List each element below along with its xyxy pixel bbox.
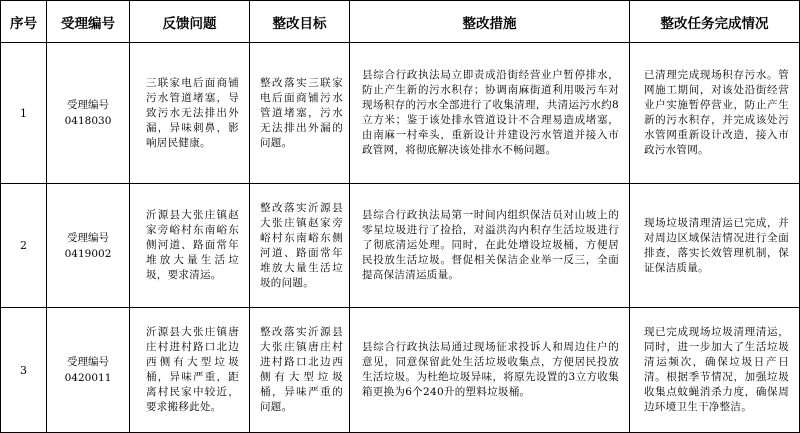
code-number: 0418030 bbox=[64, 115, 112, 127]
table-row bbox=[1, 43, 800, 184]
header-target: 整改目标 bbox=[250, 1, 350, 43]
row-done: 现已完成现场垃圾清理清运，同时，进一步加大了生活垃圾清运频次，确保垃圾日产日清。根据季节情况，加强垃圾收集点蚊蝇消杀力度，确保周边环境卫生干净整洁。 bbox=[630, 308, 800, 433]
code-number: 0420011 bbox=[64, 372, 112, 384]
row-seq: 1 bbox=[1, 43, 47, 184]
row-issue: 三联家电后面商铺污水管道堵塞，导致污水无法排出外漏，异味刺鼻，影响居民健康。 bbox=[130, 43, 250, 184]
table-row bbox=[1, 184, 800, 308]
row-seq: 3 bbox=[1, 308, 47, 433]
row-target: 整改落实沂源县大张庄镇赵家旁峪村东南峪东侧河道、路面常年堆放大量生活垃圾的问题。 bbox=[250, 184, 350, 308]
code-number: 0419002 bbox=[64, 247, 112, 260]
row-issue: 沂源县大张庄镇赵家旁峪村东南峪东侧河道、路面常年堆放大量生活垃圾，要求清运。 bbox=[130, 184, 250, 308]
row-code bbox=[47, 184, 130, 308]
table-row bbox=[1, 308, 800, 433]
code-label: 受理编号 bbox=[67, 99, 109, 111]
code-label: 受理编号 bbox=[67, 356, 109, 368]
row-done: 已清理完成现场积存污水。管网施工期间，对该处沿街经营业户实施暂停营业，防止产生新的污水积存，并完成该处污水管网重新设计改造，接入市政污水管网。 bbox=[630, 43, 800, 184]
row-done: 现场垃圾清理清运已完成，并对周边区域保洁情况进行全面排查，落实长效管理机制，保证保洁质量。 bbox=[630, 184, 800, 308]
row-code bbox=[47, 43, 130, 184]
header-seq: 序号 bbox=[1, 1, 47, 43]
row-seq: 2 bbox=[1, 184, 47, 308]
header-measures: 整改措施 bbox=[350, 1, 630, 43]
row-issue: 沂源县大张庄镇唐庄村进村路口北边西侧有大型垃圾桶，异味严重，距离村民家中较近，要求搬移此处。 bbox=[130, 308, 250, 433]
header-done: 整改任务完成情况 bbox=[630, 1, 800, 43]
row-measures: 县综合行政执法局立即责成沿街经营业户暂停排水，防止产生新的污水积存；协调南麻街道利用吸污车对现场积存的污水全部进行了收集清理，共清运污水约8立方米；鉴于该处排水管道设计不合理易造成堵塞，由南麻一村牵头，重新设计并建设污水管道并接入市政管网，将彻底解决该处排水不畅问题。 bbox=[350, 43, 630, 184]
header-issue: 反馈问题 bbox=[130, 1, 250, 43]
header-code: 受理编号 bbox=[47, 1, 130, 43]
row-target: 整改落实三联家电后面商铺污水管道堵塞，污水无法排出外漏的问题。 bbox=[250, 43, 350, 184]
row-code bbox=[47, 308, 130, 433]
row-measures: 县综合行政执法局第一时间内组织保洁员对山坡上的零星垃圾进行了捡拾，对溢洪沟内积存生活垃圾进行了彻底清运处理。同时，在此处增设垃圾桶，方便居民投放生活垃圾。督促相关保洁企业举一反三，全面提高保洁清运质量。 bbox=[350, 184, 630, 308]
code-label: 受理编号 bbox=[67, 231, 109, 244]
row-target: 整改落实沂源县大张庄镇唐庄村进村路口北边西侧有大型垃圾桶，异味严重的问题。 bbox=[250, 308, 350, 433]
row-measures: 县综合行政执法局通过现场征求投诉人和周边住户的意见，同意保留此处生活垃圾收集点，方便居民投放生活垃圾。为杜绝垃圾异味，将原先设置的3立方收集箱更换为6个240升的塑料垃圾桶。 bbox=[350, 308, 630, 433]
header-row bbox=[1, 1, 800, 43]
